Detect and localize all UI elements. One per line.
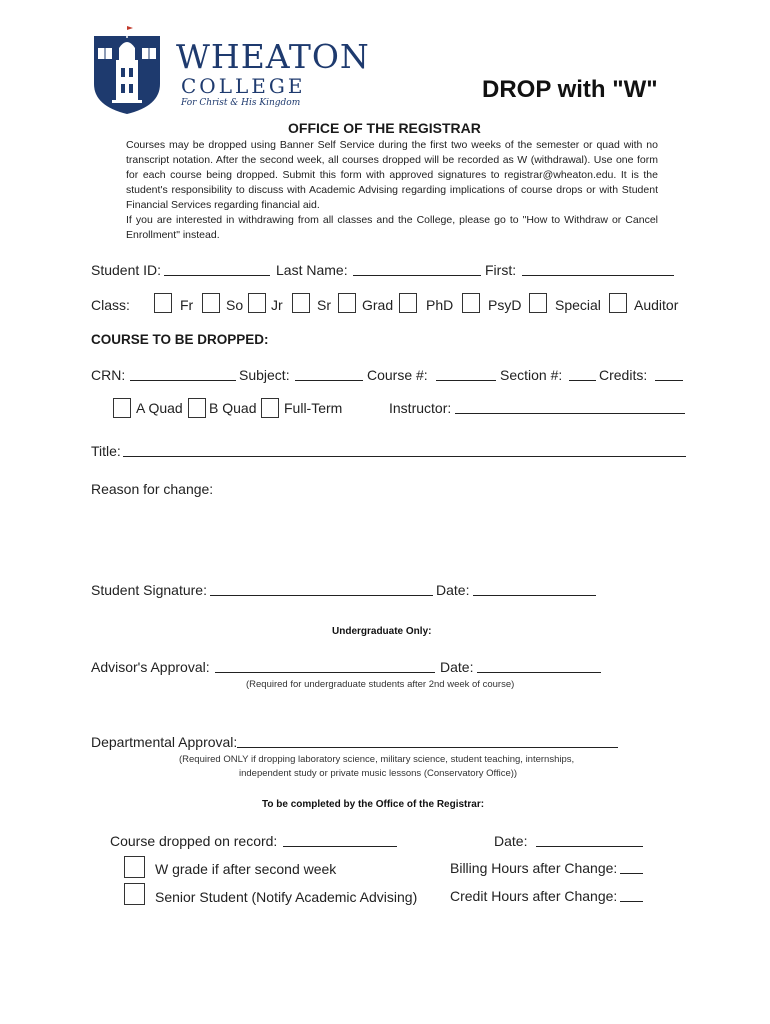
first-name-field[interactable] — [522, 262, 674, 276]
billing-hours-label: Billing Hours after Change: — [450, 860, 618, 876]
class-option-sr: Sr — [317, 297, 331, 313]
course-section-title: COURSE TO BE DROPPED: — [91, 332, 269, 347]
class-option-psyd: PsyD — [488, 297, 522, 313]
class-checkbox-psyd[interactable] — [462, 293, 480, 313]
section-label: Section #: — [500, 367, 563, 383]
departmental-note-line-2: independent study or private music lessons (Conservatory Office)) — [239, 768, 518, 779]
advisor-approval-label: Advisor's Approval: — [91, 659, 210, 675]
class-checkbox-fr[interactable] — [154, 293, 172, 313]
last-name-label: Last Name: — [276, 262, 348, 278]
class-option-so: So — [226, 297, 244, 313]
registrar-date-label: Date: — [494, 833, 528, 849]
college-subtitle: COLLEGE — [181, 74, 306, 98]
term-checkbox-b-quad[interactable] — [188, 398, 206, 418]
credit-hours-label: Credit Hours after Change: — [450, 888, 618, 904]
departmental-note-line-1: (Required ONLY if dropping laboratory science, military science, student teaching, internships, — [179, 754, 575, 765]
w-grade-label: W grade if after second week — [155, 861, 337, 877]
college-motto: For Christ & His Kingdom — [181, 98, 301, 108]
intro-paragraph-2: If you are interested in withdrawing from all classes and the College, please go to "How to Withdraw or Cancel Enrollment" instead. — [126, 214, 658, 241]
class-checkbox-auditor[interactable] — [609, 293, 627, 313]
class-checkbox-so[interactable] — [202, 293, 220, 313]
last-name-field[interactable] — [353, 262, 481, 276]
departmental-approval-label: Departmental Approval: — [91, 734, 238, 750]
course-number-label: Course #: — [367, 367, 428, 383]
college-wordmark: WHEATON — [176, 37, 370, 76]
class-option-special: Special — [555, 297, 601, 313]
title-field[interactable] — [123, 443, 686, 457]
class-checkbox-grad[interactable] — [338, 293, 356, 313]
course-number-field[interactable] — [436, 367, 496, 381]
class-option-phd: PhD — [426, 297, 454, 313]
credits-field[interactable] — [655, 367, 683, 381]
advisor-date-field[interactable] — [477, 659, 601, 673]
student-id-field[interactable] — [164, 262, 270, 276]
student-id-label: Student ID: — [91, 262, 162, 278]
instructor-field[interactable] — [455, 400, 685, 414]
crn-label: CRN: — [91, 367, 126, 383]
advisor-date-label: Date: — [440, 659, 474, 675]
subject-label: Subject: — [239, 367, 290, 383]
term-option-a-quad: A Quad — [136, 400, 183, 416]
form-title: DROP with "W" — [482, 76, 658, 103]
first-name-label: First: — [485, 262, 517, 278]
title-label: Title: — [91, 443, 121, 459]
reason-field[interactable] — [91, 500, 685, 570]
term-checkbox-a-quad[interactable] — [113, 398, 131, 418]
student-signature-label: Student Signature: — [91, 582, 207, 598]
term-checkbox-full-term[interactable] — [261, 398, 279, 418]
dropped-on-record-label: Course dropped on record: — [110, 833, 278, 849]
class-option-jr: Jr — [271, 297, 283, 313]
class-checkbox-sr[interactable] — [292, 293, 310, 313]
student-signature-field[interactable] — [210, 582, 433, 596]
senior-student-label: Senior Student (Notify Academic Advising) — [155, 889, 418, 905]
billing-hours-field[interactable] — [620, 860, 643, 874]
class-option-fr: Fr — [180, 297, 194, 313]
senior-student-checkbox[interactable] — [124, 883, 145, 905]
dropped-on-record-field[interactable] — [283, 833, 397, 847]
departmental-approval-field[interactable] — [237, 734, 618, 748]
registrar-section-title: To be completed by the Office of the Registrar: — [262, 799, 485, 810]
student-date-field[interactable] — [473, 582, 596, 596]
credits-label: Credits: — [599, 367, 648, 383]
w-grade-checkbox[interactable] — [124, 856, 145, 878]
class-checkbox-special[interactable] — [529, 293, 547, 313]
class-option-auditor: Auditor — [634, 297, 679, 313]
crn-field[interactable] — [130, 367, 236, 381]
term-option-b-quad: B Quad — [209, 400, 257, 416]
advisor-note: (Required for undergraduate students after 2nd week of course) — [246, 679, 515, 690]
class-option-grad: Grad — [362, 297, 394, 313]
class-checkbox-phd[interactable] — [399, 293, 417, 313]
class-checkbox-jr[interactable] — [248, 293, 266, 313]
registrar-date-field[interactable] — [536, 833, 643, 847]
instructor-label: Instructor: — [389, 400, 452, 416]
term-option-full-term: Full-Term — [284, 400, 343, 416]
class-label: Class: — [91, 297, 130, 313]
undergrad-only-heading: Undergraduate Only: — [332, 626, 432, 637]
credit-hours-field[interactable] — [620, 888, 643, 902]
intro-paragraph-1: Courses may be dropped using Banner Self Service during the first two weeks of the semester or quad with no transcript notation. After the second week, all courses dropped will be recorded as W (withdrawal). Use one form for each course being dropped. Submit this form with approved signatures to registrar@wheaton.edu. It is the student's responsibility to discuss with Academic Advising regarding implications of course drops or with Student Financial Services regarding financial aid. — [126, 139, 658, 211]
reason-label: Reason for change: — [91, 481, 214, 497]
shield-tower-icon — [92, 22, 162, 114]
office-heading: OFFICE OF THE REGISTRAR — [288, 120, 481, 136]
subject-field[interactable] — [295, 367, 363, 381]
advisor-approval-field[interactable] — [215, 659, 435, 673]
student-date-label: Date: — [436, 582, 470, 598]
section-field[interactable] — [569, 367, 596, 381]
